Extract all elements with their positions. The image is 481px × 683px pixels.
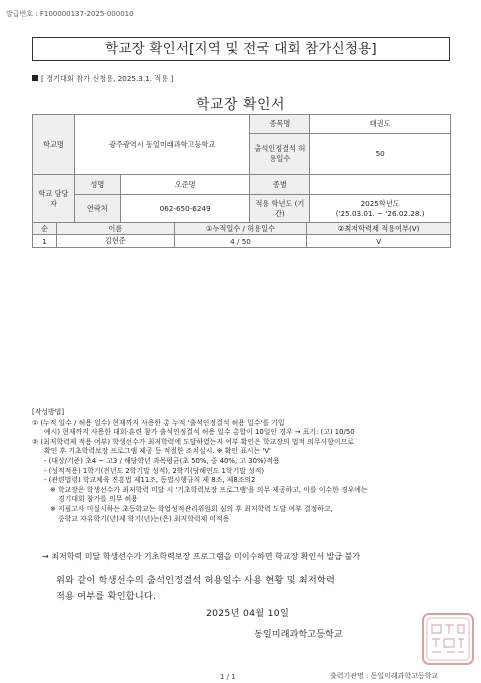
sub-note-text: [ 경기대회 참가 신청용, 2025.3.1. 적용 ] (41, 74, 174, 83)
contact-value: 062-650-6249 (120, 195, 250, 223)
row-no: 1 (33, 235, 57, 248)
info-table (32, 114, 451, 223)
issue-date: 2025년 04월 10일 (206, 608, 290, 619)
grade-period: ('25.03.01. ~ '26.02.28.) (335, 208, 425, 218)
instructions-heading: [작성방법] (32, 408, 65, 416)
confirmation-line: 적용 여부를 확인합니다. (56, 591, 157, 602)
event-label: 종별 (250, 175, 310, 195)
col-header-days: ①누적일수 / 허용일수 (174, 223, 307, 235)
document-title: 학교장 확인서 (195, 97, 286, 113)
sub-note (32, 74, 173, 84)
col-header-min-grade: ②최저학력제 적용여부(V) (307, 223, 451, 235)
allowed-days-value: 50 (310, 134, 451, 175)
contact-label: 연락처 (74, 195, 120, 223)
row-name: 김현준 (56, 235, 174, 248)
sport-value: 태권도 (310, 115, 451, 134)
school-label: 학교명 (33, 115, 75, 175)
row-min-grade: V (307, 235, 451, 248)
allowed-days-label: 출석인정결석 허용일수 (250, 134, 310, 175)
page-number: 1 / 1 (220, 673, 236, 681)
instruction-line: - (대상/기준) 초4 ~ 고3 / 해당학년 과목평균(초 50%, 중 40%, 고 30%)적용 (44, 456, 280, 465)
school-seal-icon (420, 611, 476, 667)
grade-value (310, 195, 451, 223)
staff-label: 학교 담당자 (33, 175, 75, 223)
confirmation-text (56, 573, 456, 605)
writing-instructions (32, 408, 452, 524)
student-list-table (32, 222, 451, 248)
sport-label: 종목명 (250, 115, 310, 134)
warning-note: → 최저학력 미달 학생선수가 기초학력보장 프로그램을 미이수하면 학교장 확인서 발급 불가 (42, 552, 361, 561)
school-value: 광주광역시 동일미래과학고등학교 (74, 115, 250, 175)
form-title: 학교장 확인서[지역 및 전국 대회 참가신청용] (32, 37, 450, 61)
square-bullet-icon (32, 75, 38, 81)
instruction-line: 예시) 현재까지 사용한 대회·훈련 참가 출석인정결석 허용 일수 총합이 10일인 경우 → 표기: (고) 10/50 (44, 428, 355, 437)
issue-number: 발급번호 : F100000137-2025-000010 (6, 10, 134, 18)
instruction-line: 경기대회 참가를 의무 허용 (58, 495, 138, 504)
table-row (33, 235, 451, 248)
signing-school: 동일미래과학고등학교 (254, 629, 343, 640)
instruction-line: 확인 후 기초학력보장 프로그램 제공 등 적절한 조치실시. ※ 확인 표시는 'V' (44, 447, 271, 456)
printed-by: 출력기관명 : 동일미래과학고등학교 (330, 672, 439, 680)
confirmation-line: 위와 같이 학생선수의 출석인정결석 허용일수 사용 현황 및 최저학력 (56, 575, 336, 586)
col-header-name: 이름 (56, 223, 174, 235)
instruction-line: ※ 학교장은 학생선수가 최저학력 미달 시 '기초학력보장 프로그램'을 의무 제공하고, 이를 이수한 경우에는 (50, 485, 368, 494)
instruction-line: 중학교 자유학기(년)제 학기(년)는(은) 최저학력제 미적용 (58, 514, 230, 523)
name-value: 오준명 (120, 175, 250, 195)
instruction-line: ※ 지필고사 미실시하는 초등학교는 학업성적관리위원회 심의 후 최저학력 도달 여부 결정하고, (50, 504, 333, 513)
instruction-line: ① (누적 일수 / 허용 일수) 현재까지 사용한 총 누적 '출석인정결석 허용 일수'를 기입 (32, 418, 285, 427)
grade-label: 적용 학년도 (기간) (250, 195, 310, 223)
row-days: 4 / 50 (174, 235, 307, 248)
instruction-line: - (성적적용) 1학기(전년도 2학기말 성적), 2학기(당해연도 1학기말 성적) (44, 466, 265, 475)
col-header-no: 순 (33, 223, 57, 235)
instruction-line: - (관련법령) 학교체육 진흥법 제11조, 동법시행규칙 제 8조, 제8조의2 (44, 476, 256, 485)
grade-year: 2025학년도 (360, 198, 400, 208)
name-label: 성명 (74, 175, 120, 195)
instruction-line: ② (최저학력제 적용 여부) 학생선수가 최저학력에 도달하였는지 여부 확인은 학교장의 법적 의무사항이므로 (32, 437, 354, 446)
event-value (310, 175, 451, 195)
